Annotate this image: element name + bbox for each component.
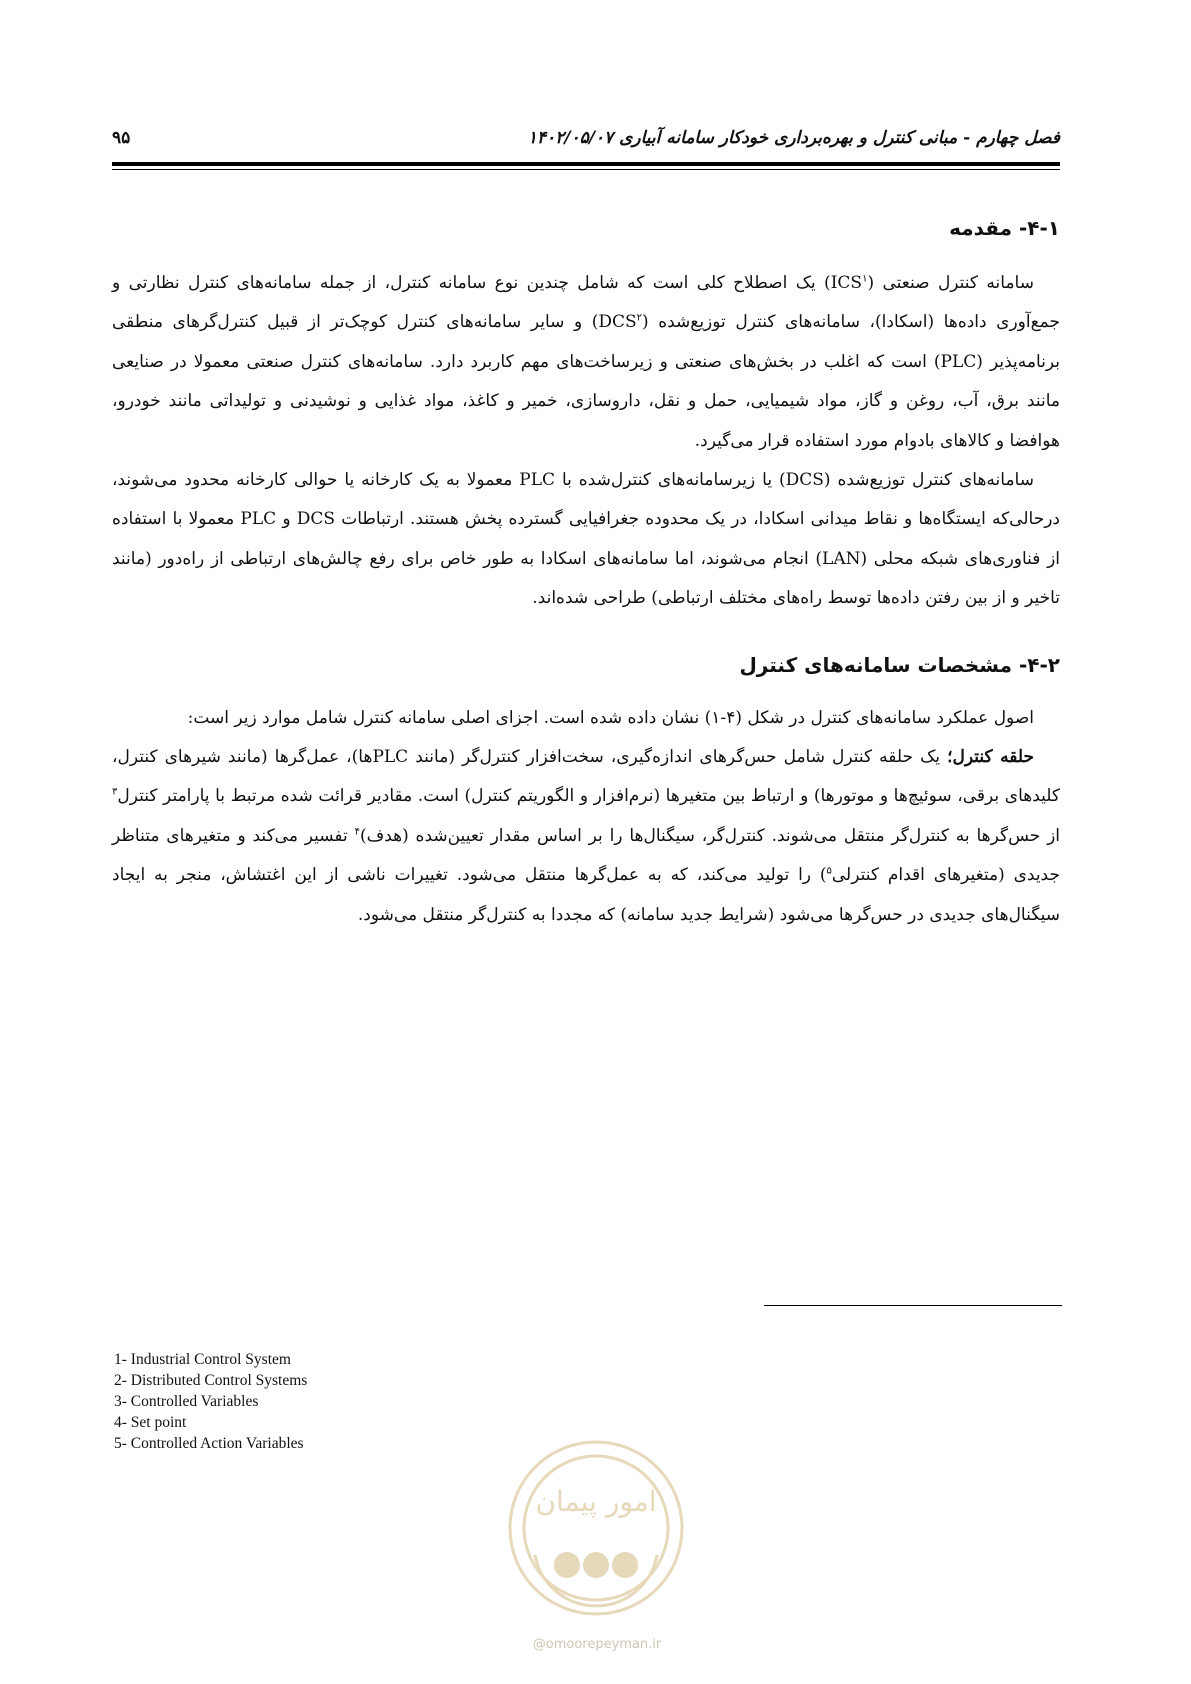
text-run: ) را تولید می‌کند، که به عمل‌گرها منتقل می‌شود. تغییرات ناشی از این اغتشاش، منجر به ایجاد سیگنال‌های جدیدی در حس‌گرها می‌شود (شرایط جدید سامانه) که مجددا به کنترل‌گر منتقل می‌شود.: [112, 865, 1060, 925]
footnote-5: 5- Controlled Action Variables: [114, 1435, 304, 1452]
footnote-ref-5: ۵: [826, 865, 832, 877]
paragraph-principles: اصول عملکرد سامانه‌های کنترل در شکل (۴-۱) نشان داده شده است. اجزای اصلی سامانه کنترل شامل موارد زیر است:: [187, 707, 1034, 728]
footnote-3: 3- Controlled Variables: [114, 1393, 259, 1410]
text-run: سامانه کنترل صنعتی (ICS: [830, 273, 1034, 293]
page-content: [112, 216, 1060, 935]
watermark-logo: [505, 1437, 687, 1619]
header-rule-thin: [112, 169, 1060, 170]
text-run: یک حلقه کنترل شامل حس‌گرهای اندازه‌گیری، سخت‌افزار کنترل‌گر (مانند PLCها)، عمل‌گرها (مانند شیرهای کنترل، کلیدهای برقی، سوئیچ‌ها و موتورها) و ارتباط بین متغیرها (نرم‌افزار و الگوریتم کنترل) است. مقادیر قرائت شده مرتبط با پارامتر کنترل: [112, 747, 1060, 807]
text-run: از حس‌گرها به کنترل‌گر منتقل می‌شوند. کنترل‌گر، سیگنال‌ها را بر اساس مقدار تعیین‌شده (هدف): [359, 825, 1060, 846]
footnote-ref-4: ۴: [354, 826, 360, 838]
footnote-4: 4- Set point: [114, 1414, 187, 1431]
footnote-ref-3: ۳: [112, 786, 118, 798]
text-run: ) و سایر سامانه‌های کنترل کوچک‌تر از قبیل کنترل‌گرهای منطقی برنامه‌پذیر (PLC) است که اغلب در بخش‌های صنعتی و زیرساخت‌های مهم کاربرد دارد. سامانه‌های کنترل صنعتی معمولا در صنایعی مانند برق، آب، روغن و گاز، مواد شیمیایی، حمل و نقل، داروسازی، خمیر و کاغذ، مواد غذایی و نوشیدنی و تولیداتی مانند خودرو، هوافضا و کالاهای بادوام مورد استفاده قرار می‌گیرد.: [112, 312, 1060, 451]
footnote-2: 2- Distributed Control Systems: [114, 1372, 308, 1389]
paragraph-ics: [112, 264, 1060, 461]
section-heading-intro: ۴-۱- مقدمه: [949, 216, 1060, 240]
footnote-ref-2: ۲: [636, 312, 643, 324]
watermark-url: @omoorepeyman.ir: [532, 1637, 662, 1652]
term-control-loop: حلقه کنترل؛: [947, 747, 1034, 768]
footnote-separator: [764, 1305, 1062, 1306]
header-rule-thick: [112, 162, 1060, 166]
header-title: فصل چهارم - مبانی کنترل و بهره‌برداری خودکار سامانه آبیاری ۱۴۰۲/۰۵/۰۷: [527, 128, 1060, 148]
text-run: تفسیر می‌کند و متغیرهای متناظر جدیدی (متغیرهای اقدام کنترلی: [112, 825, 1060, 886]
paragraph-dcs: سامانه‌های کنترل توزیع‌شده (DCS) یا زیرسامانه‌های کنترل‌شده با PLC معمولا به یک کارخانه یا حوالی کارخانه محدود می‌شوند، درحالی‌که ایستگاه‌ها و نقاط میدانی اسکادا، در یک محدوده جغرافیایی گسترده پخش هستند. ارتباطات DCS و PLC معمولا با استفاده از فناوری‌های شبکه محلی (LAN) انجام می‌شوند، اما سامانه‌های اسکادا به طور خاص برای رفع چالش‌های ارتباطی از راه‌دور (مانند تاخیر و از بین رفتن داده‌ها توسط راه‌های مختلف ارتباطی) طراحی شده‌اند.: [112, 470, 1061, 609]
page-header: [112, 128, 1060, 158]
page-number: ۹۵: [112, 128, 131, 148]
section-heading-specs: ۴-۲- مشخصات سامانه‌های کنترل: [739, 652, 1060, 677]
footnote-1: 1- Industrial Control System: [114, 1351, 291, 1368]
footnotes: [114, 1349, 307, 1454]
text-run: ) یک اصطلاح کلی است که شامل چندین نوع سامانه کنترل، از جمله سامانه‌های کنترل نظارتی و جمع‌آوری داده‌ها (اسکادا)، سامانه‌های کنترل توزیع‌شده (DCS: [112, 273, 1060, 333]
watermark-logo-text: امور پیمان: [535, 1485, 657, 1518]
paragraph-control-loop: [112, 738, 1060, 935]
footnote-ref-1: ۱: [862, 273, 868, 285]
